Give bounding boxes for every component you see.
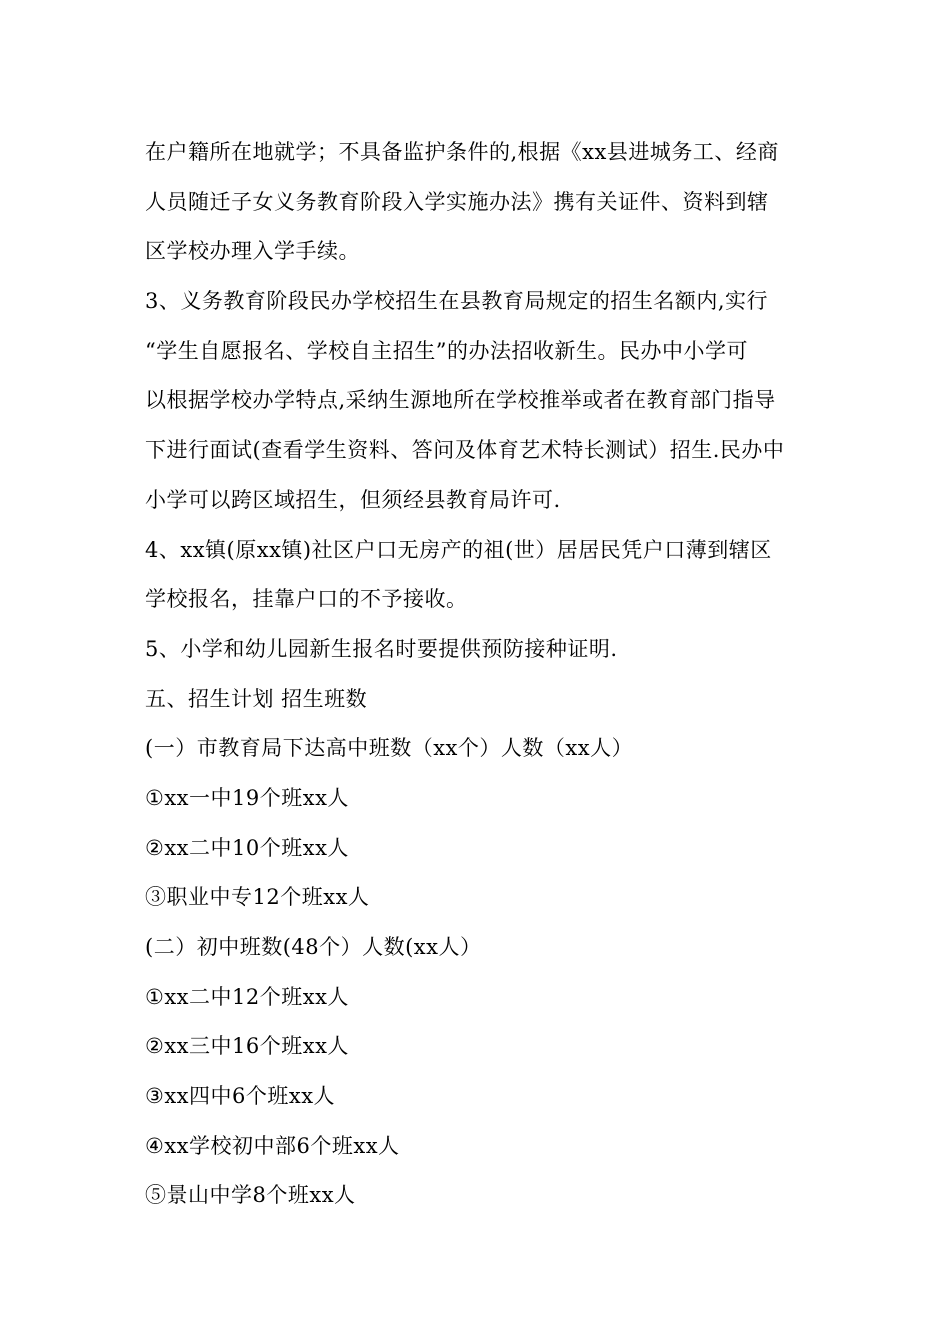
list-item: ③职业中专12个班xx人 (145, 885, 370, 910)
paragraph-line: 区学校办理入学手续。 (145, 239, 360, 264)
list-item: ②xx三中16个班xx人 (145, 1034, 349, 1059)
list-item: ①xx一中19个班xx人 (145, 785, 349, 810)
paragraph-line: 人员随迁子女义务教育阶段入学实施办法》携有关证件、资料到辖 (145, 189, 769, 214)
list-item: ②xx二中10个班xx人 (145, 835, 349, 860)
list-item: ①xx二中12个班xx人 (145, 984, 349, 1009)
document-body (145, 128, 825, 1221)
paragraph-line: 小学可以跨区域招生，但须经县教育局许可. (145, 487, 561, 512)
paragraph-line: 3、义务教育阶段民办学校招生在县教育局规定的招生名额内,实行 (145, 289, 769, 314)
list-item: ③xx四中6个班xx人 (145, 1084, 336, 1109)
paragraph-line: 4、xx镇(原xx镇)社区户口无房产的祖(世）居居民凭户口薄到辖区 (145, 537, 772, 562)
subsection-heading: (一）市教育局下达高中班数（xx个）人数（xx人） (145, 736, 634, 761)
paragraph-line: 在户籍所在地就学；不具备监护条件的,根据《xx县进城务工、经商 (145, 140, 779, 164)
section-heading: 五、招生计划 招生班数 (145, 686, 368, 711)
paragraph-line: 下进行面试(查看学生资料、答问及体育艺术特长测试）招生.民办中 (145, 438, 785, 463)
subsection-heading: (二）初中班数(48个）人数(xx人） (145, 935, 482, 959)
paragraph-line: 5、小学和幼儿园新生报名时要提供预防接种证明. (145, 636, 618, 661)
list-item: ⑤景山中学8个班xx人 (145, 1183, 356, 1208)
list-item: ④xx学校初中部6个班xx人 (145, 1133, 400, 1158)
paragraph-line: 学校报名，挂靠户口的不予接收。 (145, 587, 468, 612)
paragraph-line: 以根据学校办学特点,采纳生源地所在学校推举或者在教育部门指导 (145, 388, 776, 413)
paragraph-line: “学生自愿报名、学校自主招生”的办法招收新生。民办中小学可 (145, 338, 748, 363)
